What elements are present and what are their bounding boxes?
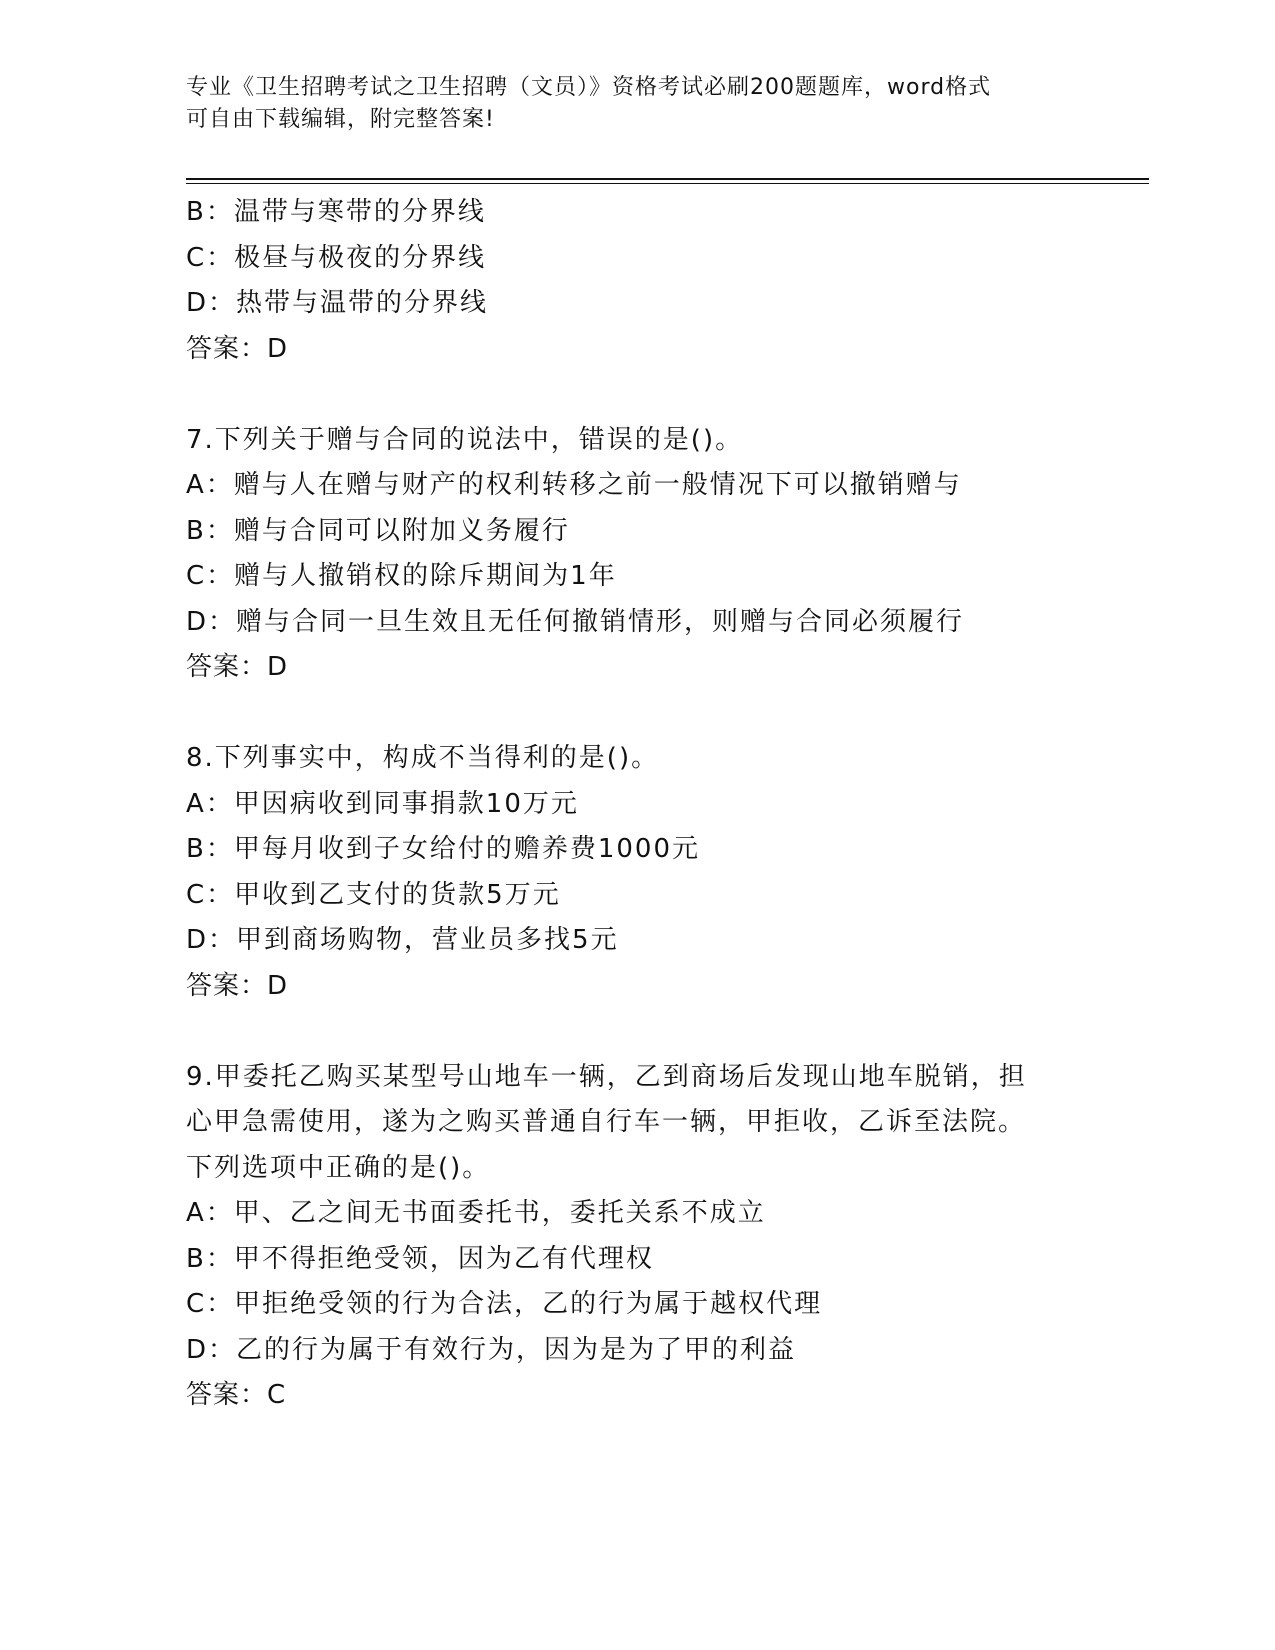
option-a: A：赠与人在赠与财产的权利转移之前一般情况下可以撤销赠与: [186, 470, 962, 500]
answer-line: 答案：D: [186, 652, 289, 682]
spacer: [186, 372, 1086, 418]
option-d: D：乙的行为属于有效行为，因为是为了甲的利益: [186, 1334, 797, 1365]
option-c: C：极昼与极夜的分界线: [186, 242, 487, 273]
header-title-line-2: 可自由下载编辑，附完整答案!: [186, 107, 495, 132]
option-b: B：温带与寒带的分界线: [186, 197, 486, 227]
question-stem-line-3: 下列选项中正确的是()。: [186, 1152, 491, 1183]
option-c: C：甲收到乙支付的货款5万元: [186, 879, 561, 910]
answer-line: 答案：D: [186, 970, 289, 1001]
question-6: [186, 190, 1086, 372]
question-8: [186, 736, 1086, 1009]
option-d: D：赠与合同一旦生效且无任何撤销情形，则赠与合同必须履行: [186, 606, 965, 637]
header-divider-thin: [186, 183, 1149, 184]
question-9: [186, 1055, 1086, 1419]
page-header: [186, 72, 1066, 136]
header-divider-thick: [186, 178, 1149, 180]
option-c: C：甲拒绝受领的行为合法，乙的行为属于越权代理: [186, 1289, 823, 1319]
header-title-line-1: 专业《卫生招聘考试之卫生招聘（文员）》资格考试必刷200题题库，word格式: [186, 75, 992, 100]
document-body: [186, 190, 1086, 1419]
question-stem: 8.下列事实中，构成不当得利的是()。: [186, 743, 660, 773]
answer-line: 答案：C: [186, 1380, 287, 1410]
question-stem: 7.下列关于赠与合同的说法中，错误的是()。: [186, 424, 744, 455]
spacer: [186, 1009, 1086, 1055]
spacer: [186, 691, 1086, 737]
option-d: D：热带与温带的分界线: [186, 288, 489, 318]
question-stem-line-1: 9.甲委托乙购买某型号山地车一辆，乙到商场后发现山地车脱销，担: [186, 1061, 1027, 1092]
answer-line: 答案：D: [186, 333, 289, 364]
question-stem-line-2: 心甲急需使用，遂为之购买普通自行车一辆，甲拒收，乙诉至法院。: [186, 1107, 1027, 1137]
option-b: B：甲每月收到子女给付的赡养费1000元: [186, 834, 701, 864]
option-a: A：甲因病收到同事捐款10万元: [186, 788, 579, 819]
option-b: B：甲不得拒绝受领，因为乙有代理权: [186, 1243, 654, 1274]
option-c: C：赠与人撤销权的除斥期间为1年: [186, 561, 617, 591]
option-a: A：甲、乙之间无书面委托书，委托关系不成立: [186, 1198, 766, 1228]
option-d: D：甲到商场购物，营业员多找5元: [186, 925, 619, 955]
option-b: B：赠与合同可以附加义务履行: [186, 515, 570, 546]
question-7: [186, 418, 1086, 691]
